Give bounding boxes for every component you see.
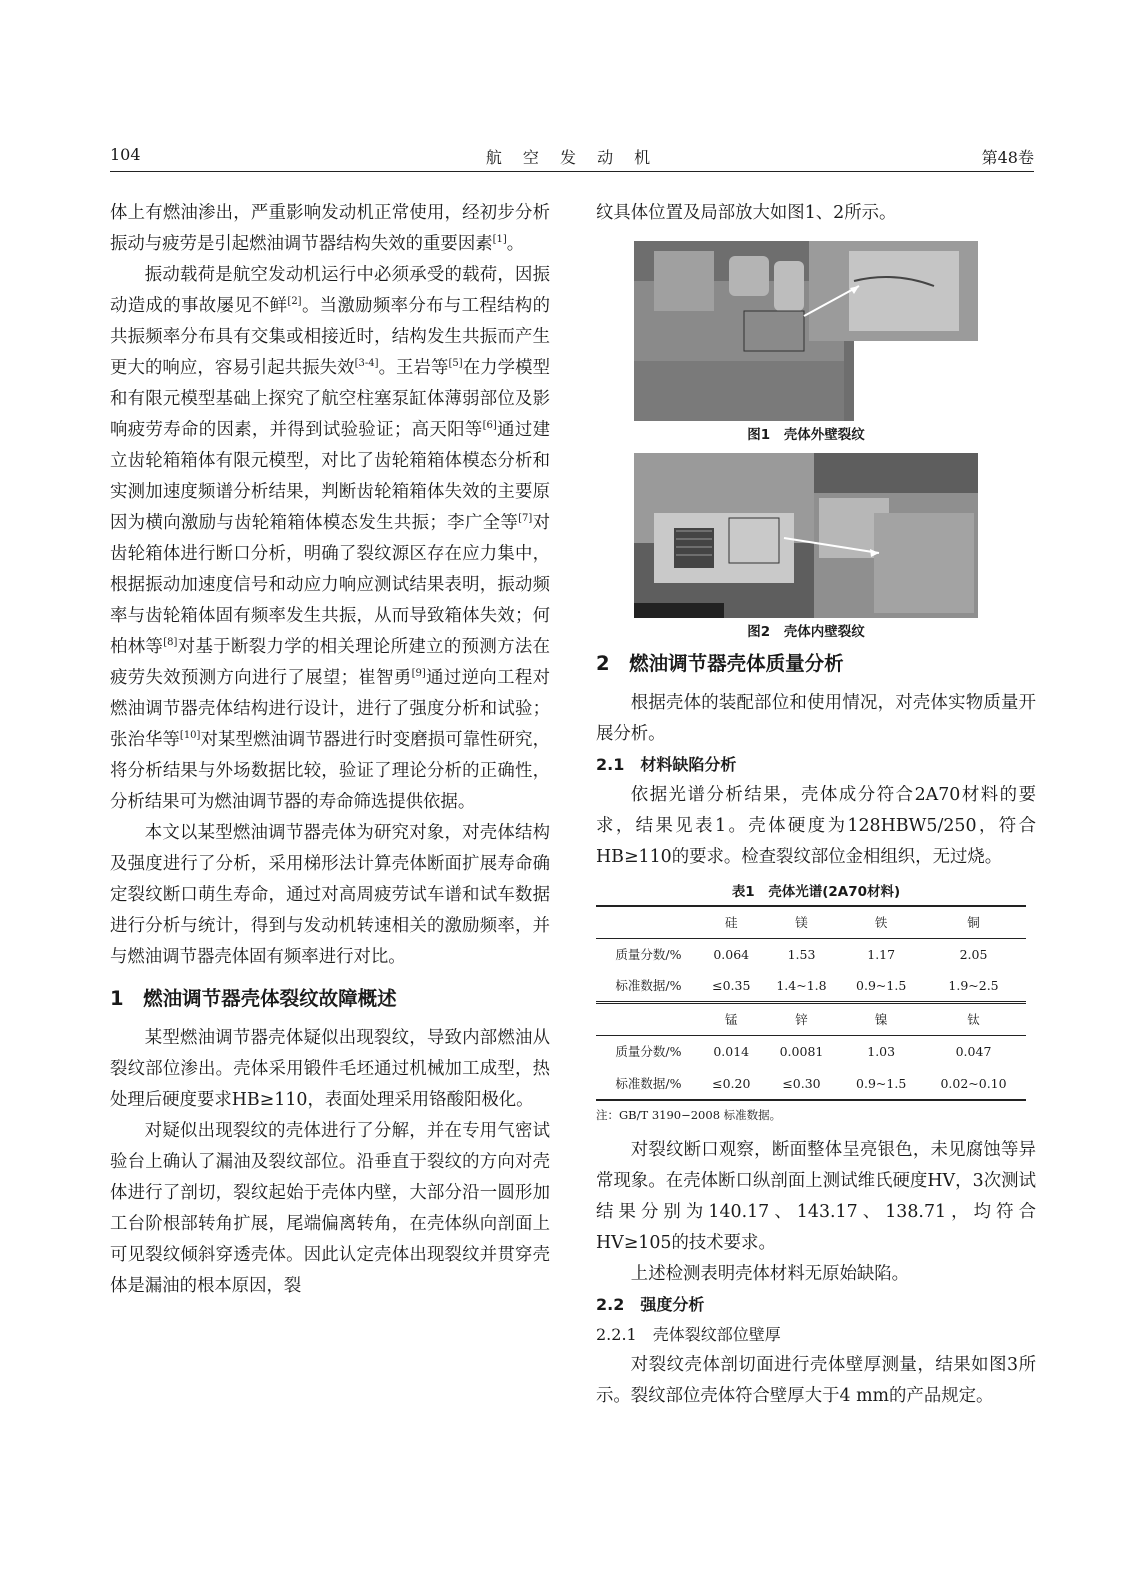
table-1-note: 注：GB/T 3190−2008 标准数据。: [596, 1107, 782, 1122]
volume-label: 第48卷: [981, 148, 1034, 167]
citation: [6]: [482, 420, 497, 432]
section-2-2-1-heading: 2.2.1 壳体裂纹部位壁厚: [596, 1324, 781, 1344]
paragraph-9: 上述检测表明壳体材料无原始缺陷。: [630, 1263, 910, 1284]
figure-2-photo: [634, 453, 978, 618]
citation: [5]: [448, 358, 463, 370]
journal-name: 航 空 发 动 机: [485, 148, 659, 167]
left-column: [110, 198, 550, 1302]
table-1: [596, 905, 1026, 1101]
citation: [7]: [518, 513, 533, 525]
paragraph-2: 振动载荷是航空发动机运行中必须承受的载荷，因振动造成的事故屡见不鲜[2]。当激励频率分布与工程结构的共振频率分布具有交集或相接近时，结构发生共振而产生更大的响应，容易引起共振失效[3-4]。王岩等[5]在力学模型和有限元模型基础上探究了航空柱塞泵缸体薄弱部位及影响疲劳寿命的因素，并得到试验验证；高天阳等[6]通过建立齿轮箱箱体有限元模型，对比了齿轮箱箱体模态分析和实测加速度频谱分析结果，判断齿轮箱箱体失效的主要原因为横向激励与齿轮箱箱体模态发生共振；李广全等[7]对齿轮箱体进行断口分析，明确了裂纹源区存在应力集中，根据振动加速度信号和动应力响应测试结果表明，振动频率与齿轮箱体固有频率发生共振，从而导致箱体失效；何柏林等[8]对基于断裂力学的相关理论所建立的预测方法在疲劳失效预测方向进行了展望；崔智勇[9]通过逆向工程对燃油调节器壳体结构进行设计，进行了强度分析和试验；张治华等[10]对某型燃油调节器进行时变磨损可靠性研究，将分析结果与外场数据比较，验证了理论分析的正确性，分析结果可为燃油调节器的寿命筛选提供依据。: [110, 265, 550, 812]
table-row: 标准数据/% ≤0.20 ≤0.30 0.9~1.5 0.02~0.10: [596, 1068, 1026, 1100]
section-1-heading: 1 燃油调节器壳体裂纹故障概述: [110, 987, 397, 1010]
citation: [2]: [287, 296, 302, 308]
figure-1-photo: [634, 241, 978, 421]
paragraph-4: 某型燃油调节器壳体疑似出现裂纹，导致内部燃油从裂纹部位渗出。壳体采用锻件毛坯通过机械加工成型，热处理后硬度要求HB≥110，表面处理采用铬酸阳极化。: [110, 1028, 550, 1110]
citation: [9]: [411, 668, 426, 680]
paragraph-continued: 纹具体位置及局部放大如图1、2所示。: [596, 203, 897, 223]
section-2-1-heading: 2.1 材料缺陷分析: [596, 755, 737, 774]
table-row: 质量分数/% 0.064 1.53 1.17 2.05: [615, 947, 988, 962]
paragraph-1: 体上有燃油渗出，严重影响发动机正常使用，经初步分析振动与疲劳是引起燃油调节器结构失效的重要因素[1]。: [110, 203, 550, 254]
section-2-2-heading: 2.2 强度分析: [596, 1294, 705, 1314]
page-number: 104: [110, 145, 141, 164]
citation: [10]: [179, 730, 201, 742]
figure-2-caption: 图2 壳体内壁裂纹: [747, 624, 865, 640]
housing-inner-wall-photo: [634, 453, 978, 618]
table-row: 标准数据/% ≤0.35 1.4~1.8 0.9~1.5 1.9~2.5: [596, 970, 1026, 1003]
figure-2: [634, 453, 978, 646]
paragraph-3: 本文以某型燃油调节器壳体为研究对象，对壳体结构及强度进行了分析，采用梯形法计算壳体断面扩展寿命确定裂纹断口萌生寿命，通过对高周疲劳试车谱和试车数据进行分析与统计，得到与发动机转速相关的激励频率，并与燃油调节器壳体固有频率进行对比。: [110, 823, 550, 967]
table-header-row: 硅 镁 铁 铜: [596, 906, 1026, 939]
table-row: 质量分数/% 0.014 0.0081 1.03 0.047: [615, 1044, 992, 1060]
table-1-title: 表1 壳体光谱(2A70材料): [731, 884, 901, 900]
paragraph-10: 对裂纹壳体剖切面进行壳体壁厚测量，结果如图3所示。裂纹部位壳体符合壁厚大于4 mm的产品规定。: [596, 1354, 1036, 1406]
citation: [8]: [163, 637, 178, 649]
paragraph-7: 依据光谱分析结果，壳体成分符合2A70材料的要求，结果见表1。壳体硬度为128HBW5/250，符合HB≥110的要求。检查裂纹部位金相组织，无过烧。: [596, 785, 1036, 867]
paragraph-5: 对疑似出现裂纹的壳体进行了分解，并在专用气密试验台上确认了漏油及裂纹部位。沿垂直于裂纹的方向对壳体进行了剖切，裂纹起始于壳体内壁，大部分沿一圆形加工台阶根部转角扩展，尾端偏离转角，在壳体纵向剖面上可见裂纹倾斜穿透壳体。因此认定壳体出现裂纹并贯穿壳体是漏油的根本原因，裂: [110, 1121, 550, 1296]
figure-1-caption: 图1 壳体外壁裂纹: [747, 427, 865, 443]
housing-outer-wall-photo: [634, 241, 978, 421]
section-2-heading: 2 燃油调节器壳体质量分析: [596, 652, 844, 675]
right-column: [596, 198, 1036, 1412]
table-header-row: 锰 锌 镍 钛: [596, 1003, 1026, 1036]
paragraph-8: 对裂纹断口观察，断面整体呈亮银色，未见腐蚀等异常现象。在壳体断口纵剖面上测试维氏硬度HV，3次测试结果分别为140.17、143.17、138.71，均符合HV≥105的技术要求。: [596, 1139, 1036, 1253]
paragraph-6: 根据壳体的装配部位和使用情况，对壳体实物质量开展分析。: [596, 693, 1036, 744]
figure-1: [634, 241, 978, 449]
citation: [3-4]: [354, 358, 379, 370]
page-header: [110, 143, 1034, 172]
citation: [1]: [492, 234, 507, 246]
